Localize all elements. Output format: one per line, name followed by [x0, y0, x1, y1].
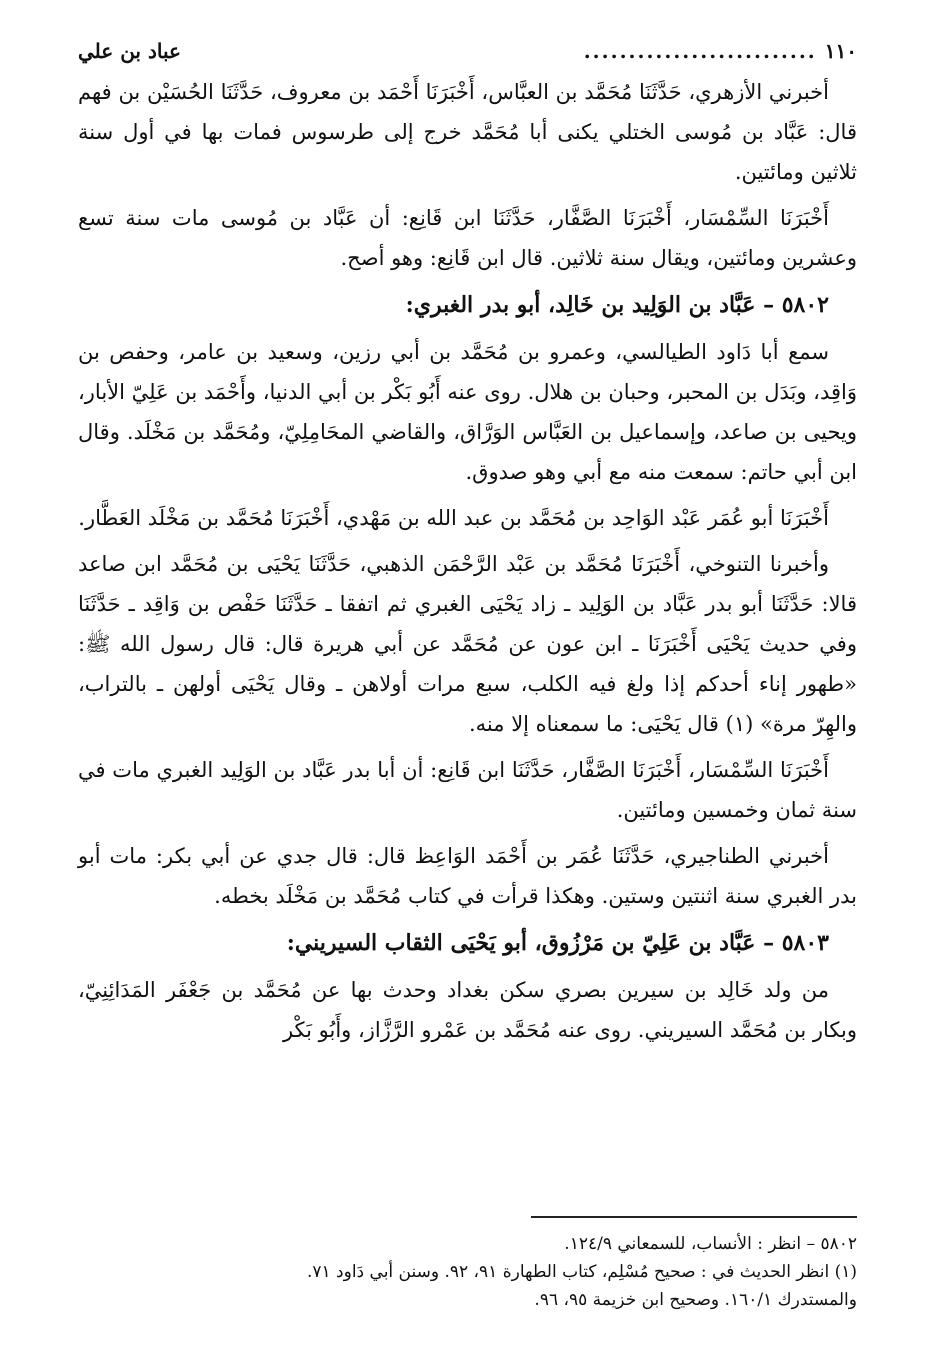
paragraph-3: سمع أبا دَاود الطيالسي، وعمرو بن مُحَمَّد بن أبي رزين، وسعيد بن عامر، وحفص بن وَاقِد، وبَدَل بن المحبر، وحبان بن هلال. روى عنه أَبُو بَكْر بن أبي الدنيا، وأَحْمَد بن عَلِيّ الأبار، ويحيى بن صاعد، وإسماعيل بن العَبَّاس الوَرَّاق، والقاضي المحَامِلِيّ، ومُحَمَّد بن مَخْلَد. وقال ابن أبي حاتم: سمعت منه مع أبي وهو صدوق.: [78, 340, 857, 484]
page-header: [78, 36, 857, 72]
footnotes: [78, 1230, 857, 1314]
paragraph-7: أخبرني الطناجيري، حَدَّثَنَا عُمَر بن أَحْمَد الوَاعِظ قال: قال جدي عن أبي بكر: مات أبو بدر الغبري سنة اثنتين وستين. وهكذا قرأت في كتاب مُحَمَّد بن مَخْلَد بخطه.: [78, 844, 857, 908]
header-leader-dots: ..........................: [583, 39, 817, 63]
footnote-5802: ٥٨٠٢ – انظر : الأنساب، للسمعاني ١٢٤/٩.: [564, 1234, 857, 1254]
paragraph-2: أَخْبَرَنَا السِّمْسَار، أَخْبَرَنَا الصَّفَّار، حَدَّثَنَا ابن قَانِع: أن عَبَّاد بن مُوسى مات سنة تسع وعشرين ومائتين، ويقال سنة ثلاثين. قال ابن قَانِع: وهو أصح.: [78, 206, 857, 270]
footnote-1: (١) انظر الحديث في : صحيح مُسْلِم، كتاب الطهارة ٩١، ٩٢. وسنن أبي دَاود ٧١.: [306, 1262, 857, 1282]
running-title: عباد بن علي: [78, 39, 181, 63]
paragraph-4: أَخْبَرَنَا أبو عُمَر عَبْد الوَاحِد بن مُحَمَّد بن عبد الله بن مَهْدي، أَخْبَرَنَا مُحَمَّد بن مَخْلَد العَطَّار.: [78, 506, 829, 530]
paragraph-6: أَخْبَرَنَا السِّمْسَار، أَخْبَرَنَا الصَّفَّار، حَدَّثَنَا ابن قَانِع: أن أبا بدر عَبَّاد بن الوَلِيد الغبري مات في سنة ثمان وخمسين ومائتين.: [78, 758, 857, 822]
paragraph-8: من ولد خَالِد بن سيرين بصري سكن بغداد وحدث بها عن مُحَمَّد بن جَعْفَر المَدَائِنِيّ، وبكار بن مُحَمَّد السيريني. روى عنه مُحَمَّد بن عَمْرو الرَّزَّاز، وأَبُو بَكْر: [78, 978, 857, 1042]
footnote-divider: [531, 1216, 857, 1218]
paragraph-1: أخبرني الأزهري، حَدَّثَنَا مُحَمَّد بن العبَّاس، أَخْبَرَنَا أَحْمَد بن معروف، حَدَّثَنَا الحُسَيْن بن فهم قال: عَبَّاد بن مُوسى الختلي يكنى أبا مُحَمَّد خرج إلى طرسوس فمات بها في أول سنة ثلاثين ومائتين.: [78, 80, 857, 184]
footnote-1-continued: والمستدرك ١٦٠/١. وصحيح ابن خزيمة ٩٥، ٩٦.: [534, 1290, 857, 1310]
entry-heading-5803: ٥٨٠٣ – عَبَّاد بن عَلِيّ بن مَرْزُوق، أبو يَحْيَى الثقاب السيريني:: [286, 930, 829, 956]
main-text: [78, 72, 857, 1050]
page-number: ١١٠: [824, 39, 857, 63]
paragraph-5: وأخبرنا التنوخي، أَخْبَرَنَا مُحَمَّد بن عَبْد الرَّحْمَن الذهبي، حَدَّثَنَا يَحْيَى بن مُحَمَّد ابن صاعد قالا: حَدَّثَنَا أبو بدر عَبَّاد بن الوَلِيد ـ زاد يَحْيَى الغبري ثم اتفقا ـ حَدَّثَنَا حَفْص بن وَاقِد ـ حَدَّثَنَا وفي حديث يَحْيَى أَخْبَرَنَا ـ ابن عون عن مُحَمَّد عن أبي هريرة قال: قال رسول الله ﷺ: «طهور إناء أحدكم إذا ولغ فيه الكلب، سبع مرات أولاهن ـ وقال يَحْيَى أولهن ـ بالتراب، والهِرّ مرة» (١) قال يَحْيَى: ما سمعناه إلا منه.: [78, 552, 857, 736]
entry-heading-5802: ٥٨٠٢ – عَبَّاد بن الوَلِيد بن خَالِد، أبو بدر الغبري:: [405, 292, 829, 318]
